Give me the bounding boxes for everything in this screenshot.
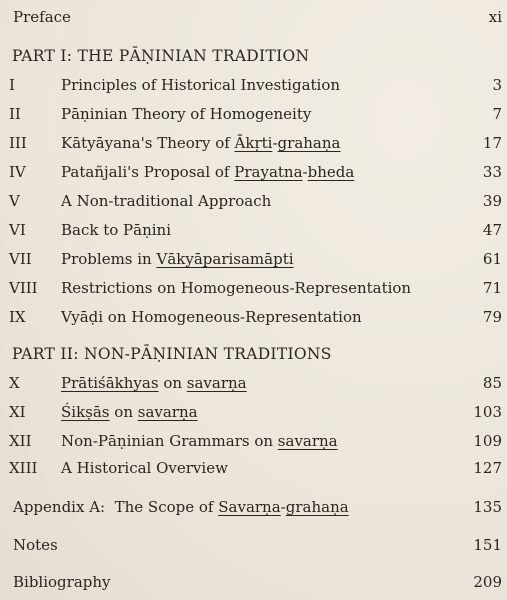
hyphen: - [280, 498, 286, 516]
chapter-number: XI [9, 403, 26, 421]
underlined-term: Ākṛti [234, 134, 273, 152]
underlined-term: bheda [307, 163, 355, 181]
underlined-term: Vākyāparisamāpti [156, 250, 294, 268]
underlined-term: Prātiśākhyas [61, 374, 159, 392]
chapter-number: XII [9, 432, 32, 450]
chapter-number: X [9, 374, 20, 392]
page-number: 135 [473, 498, 502, 516]
toc-entry-chapter-3 [0, 132, 507, 154]
underlined-term: grahaṇa [285, 498, 349, 516]
toc-entry-appendix [0, 496, 507, 518]
chapter-number: II [9, 105, 21, 123]
toc-entry-chapter-7 [0, 248, 507, 270]
part-heading-1 [0, 45, 507, 67]
page-number: 7 [492, 105, 502, 123]
toc-entry-chapter-13 [0, 457, 507, 479]
page-number: 151 [473, 536, 502, 554]
page-number: 39 [482, 192, 502, 210]
chapter-title [61, 401, 198, 423]
chapter-title [61, 132, 340, 154]
page-number: 79 [482, 308, 502, 326]
toc-entry-chapter-6 [0, 219, 507, 241]
page-number: 127 [473, 459, 502, 477]
page-number: 103 [473, 403, 502, 421]
chapter-title: Vyāḍi on Homogeneous-Representation [61, 308, 362, 326]
toc-entry-chapter-10 [0, 372, 507, 394]
chapter-number: I [9, 76, 15, 94]
part-heading-2 [0, 343, 507, 365]
toc-entry-chapter-8 [0, 277, 507, 299]
chapter-number: VI [9, 221, 26, 239]
part-title: PART II: NON-PĀṆINIAN TRADITIONS [12, 345, 332, 363]
toc-entry-chapter-9 [0, 306, 507, 328]
chapter-number: III [9, 134, 27, 152]
toc-entry-chapter-5 [0, 190, 507, 212]
title-text: Problems in [61, 250, 157, 268]
page-number: 47 [482, 221, 502, 239]
page-number: 3 [492, 76, 502, 94]
toc-entry-chapter-11 [0, 401, 507, 423]
title-text: Appendix A: The Scope of [13, 498, 219, 516]
page-number: xi [488, 8, 502, 26]
entry-label: Notes [13, 536, 58, 554]
page-number: 71 [482, 279, 502, 297]
title-text: Kātyāyana's Theory of [61, 134, 235, 152]
chapter-title [61, 372, 247, 394]
underlined-term: Savarṇa [218, 498, 281, 516]
chapter-number: XIII [9, 459, 38, 477]
chapter-number: IV [9, 163, 26, 181]
chapter-title: Restrictions on Homogeneous-Representation [61, 279, 412, 297]
toc-entry-chapter-4 [0, 161, 507, 183]
page-number: 109 [473, 432, 502, 450]
underlined-term: savarṇa [186, 374, 247, 392]
title-text: on [109, 403, 138, 421]
hyphen: - [272, 134, 278, 152]
chapter-title [61, 161, 354, 183]
underlined-term: Prayatna [234, 163, 303, 181]
chapter-number: VIII [9, 279, 38, 297]
title-text: Non-Pāṇinian Grammars on [61, 432, 278, 450]
toc-entry-notes [0, 534, 507, 556]
page-number: 61 [482, 250, 502, 268]
page-number: 209 [473, 573, 502, 591]
chapter-title [61, 248, 294, 270]
toc-entry-chapter-12 [0, 430, 507, 452]
toc-entry-chapter-1 [0, 74, 507, 96]
chapter-number: IX [9, 308, 26, 326]
underlined-term: savarṇa [137, 403, 198, 421]
chapter-title [61, 430, 338, 452]
chapter-number: V [9, 192, 20, 210]
entry-label: Bibliography [13, 573, 111, 591]
part-title: PART I: THE PĀṆINIAN TRADITION [12, 47, 310, 65]
chapter-title: Pāṇinian Theory of Homogeneity [61, 105, 312, 123]
chapter-title: Principles of Historical Investigation [61, 76, 341, 94]
hyphen: - [302, 163, 308, 181]
chapter-number: VII [9, 250, 32, 268]
title-text: on [158, 374, 187, 392]
toc-entry-preface [0, 6, 507, 28]
entry-label [13, 496, 349, 518]
page-number: 85 [482, 374, 502, 392]
underlined-term: grahaṇa [277, 134, 341, 152]
chapter-title: Back to Pāṇini [61, 221, 172, 239]
page-number: 33 [482, 163, 502, 181]
underlined-term: savarṇa [277, 432, 338, 450]
title-text: Patañjali's Proposal of [61, 163, 235, 181]
entry-label: Preface [13, 8, 71, 26]
underlined-term: Śikṣās [61, 403, 110, 421]
page-number: 17 [482, 134, 502, 152]
toc-entry-bibliography [0, 571, 507, 593]
chapter-title: A Non-traditional Approach [61, 192, 272, 210]
chapter-title: A Historical Overview [61, 459, 228, 477]
toc-entry-chapter-2 [0, 103, 507, 125]
